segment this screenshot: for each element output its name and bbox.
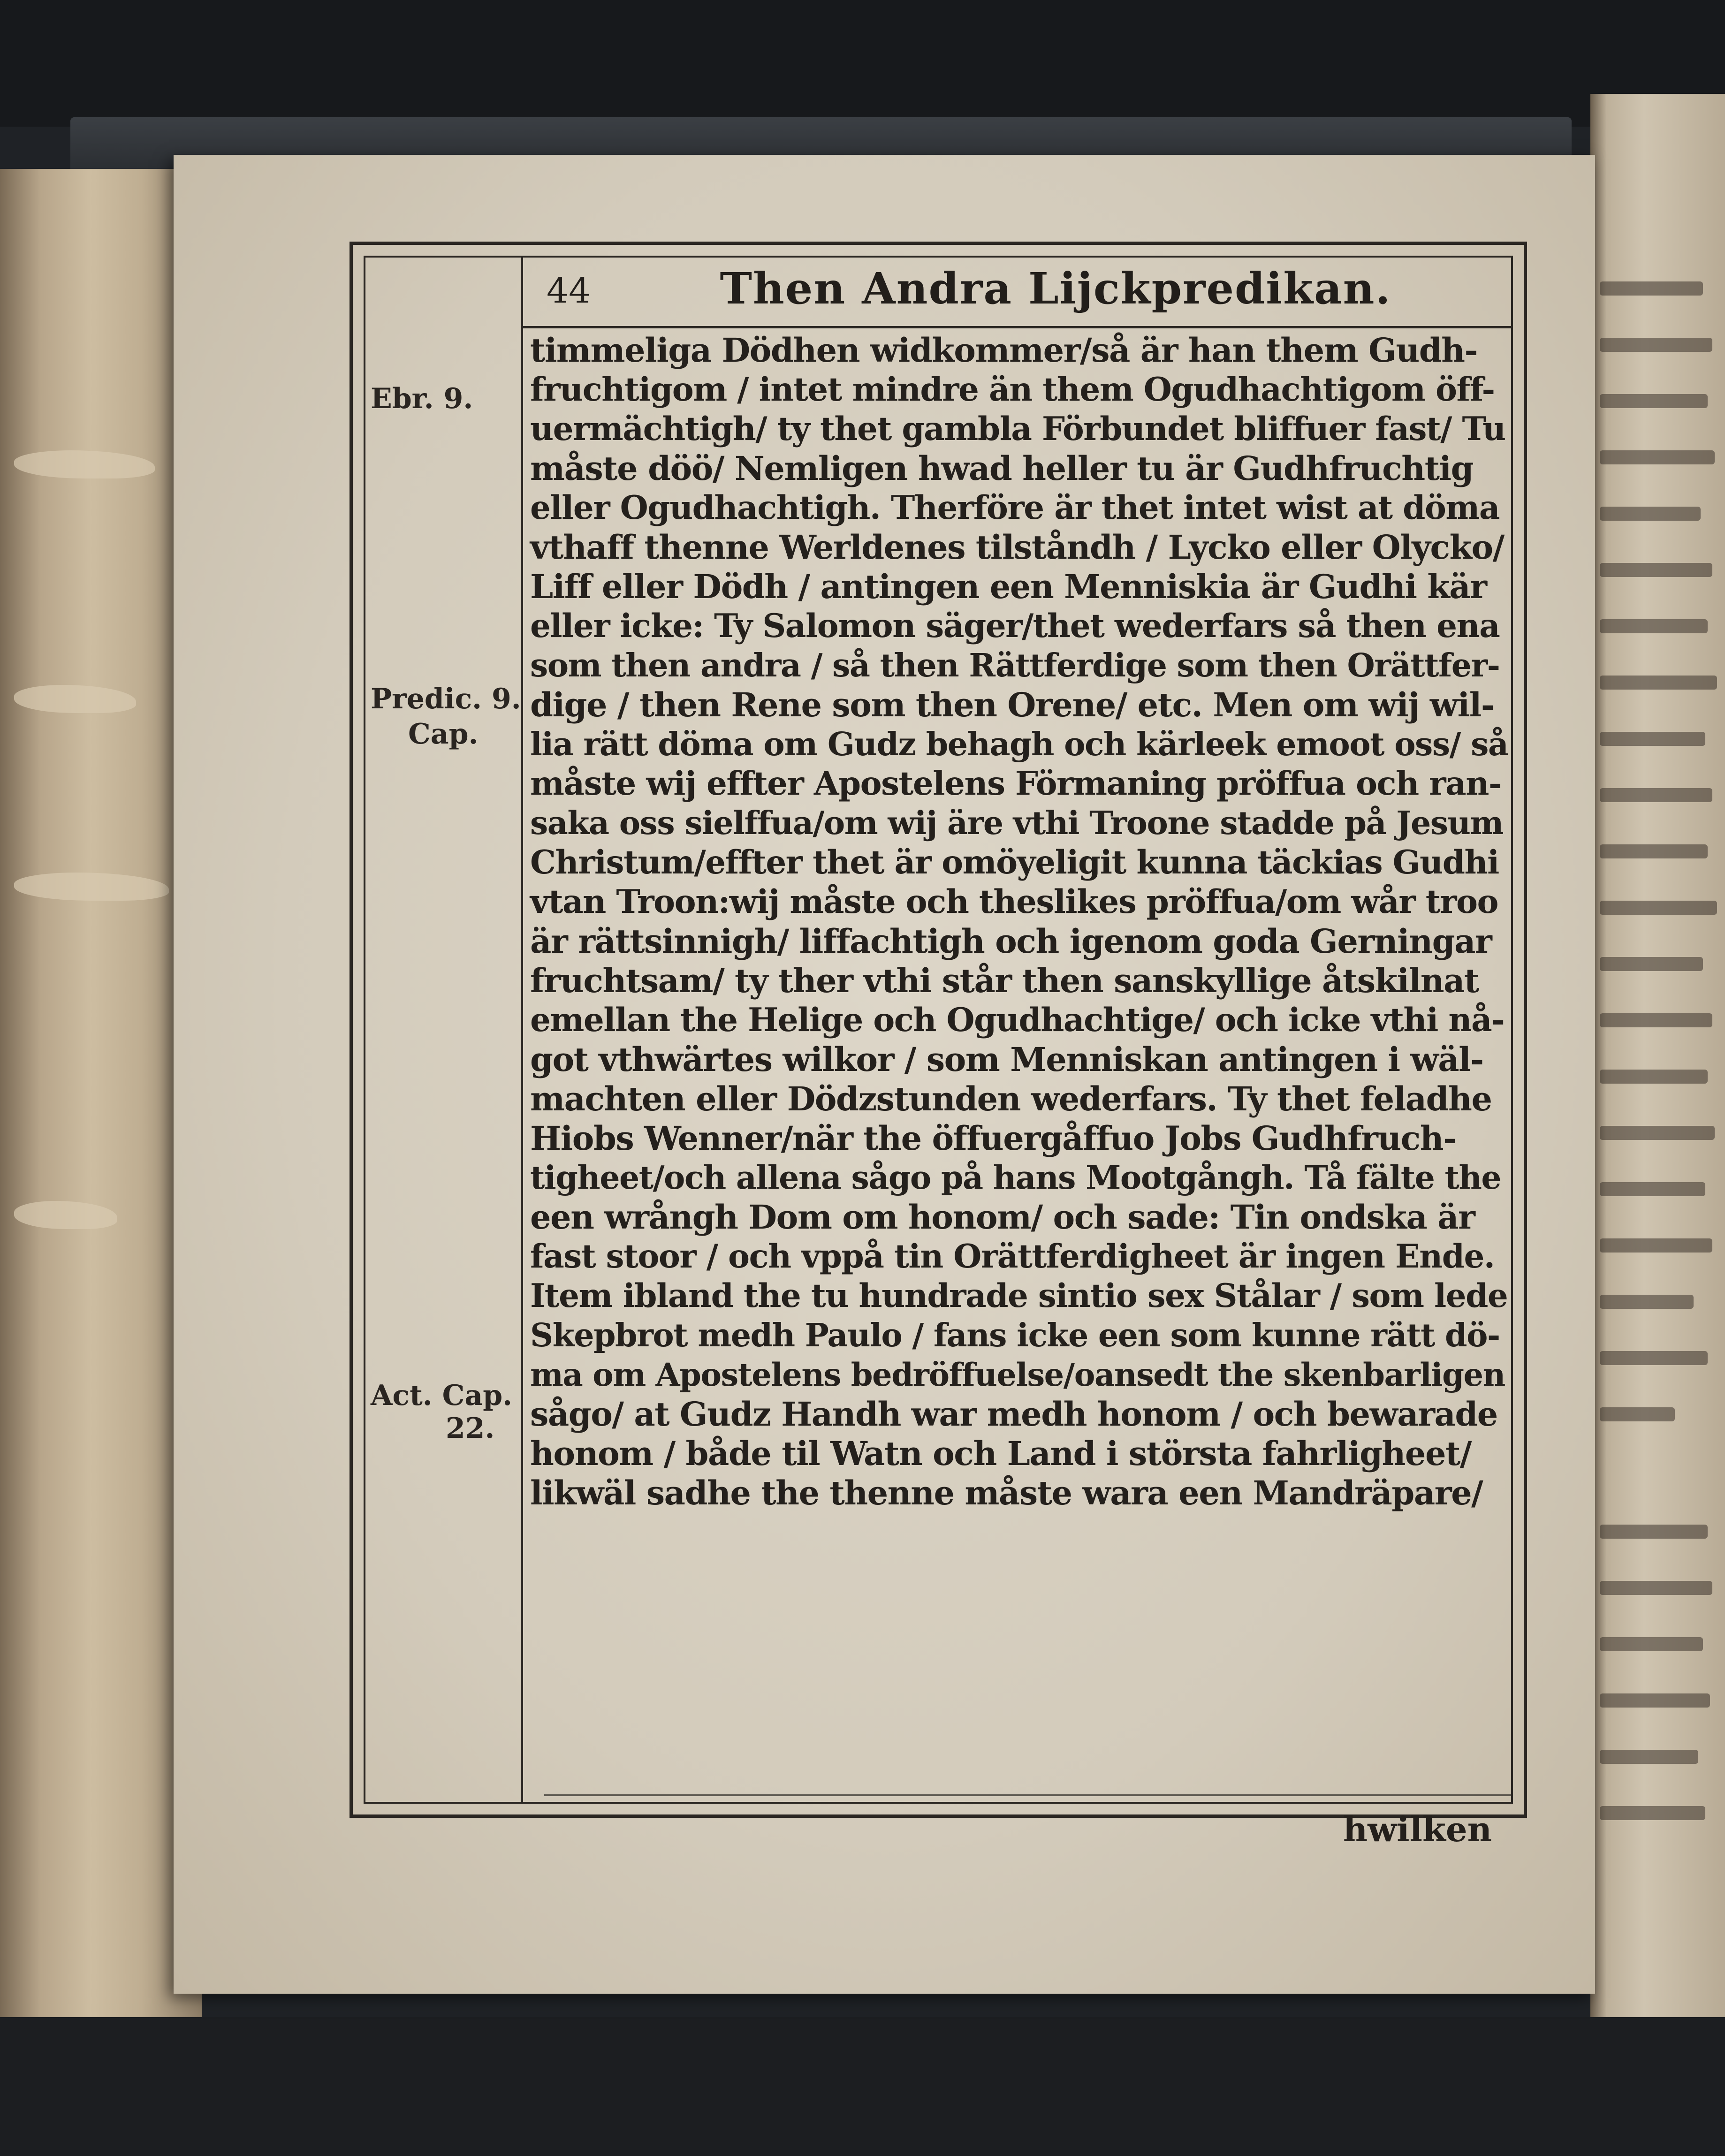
margin-rule [521,256,523,1804]
text-line: är rättsinnigh/ liffachtigh och igenom goda Gerningar [530,922,1492,961]
text-line: got vthwärtes wilkor / som Menniskan antingen i wäl- [530,1040,1483,1079]
margin-note-ebr: Ebr. 9. [371,382,473,415]
background-bottom [0,2017,1725,2156]
text-line: timmeliga Dödhen widkommer/så är han them Gudh- [530,331,1478,370]
text-line: Christum/effter thet är omöyeligit kunna täckias Gudhi [530,843,1499,881]
text-line: fast stoor / och vppå tin Orättferdigheet är ingen Ende. [530,1237,1495,1275]
text-line: machten eller Dödzstunden wederfars. Ty thet feladhe [530,1079,1492,1118]
footer-rule [544,1794,1513,1796]
text-line: likwäl sadhe the thenne måste wara een Mandräpare/ [530,1473,1483,1512]
background-top [0,0,1725,127]
text-line: honom / både til Watn och Land i största fahrligheet/ [530,1434,1471,1473]
text-line: Item ibland the tu hundrade sintio sex Stålar / som lede [530,1277,1508,1315]
left-page-edges [0,169,202,2156]
header-rule [521,326,1513,328]
text-line: uermächtigh/ ty thet gambla Förbundet bliffuer fast/ Tu [530,410,1505,448]
text-line: lia rätt döma om Gudz behagh och kärleek emoot oss/ så [530,726,1508,763]
text-line: dige / then Rene som then Orene/ etc. Men om wij wil- [530,685,1494,724]
text-line: sågo/ at Gudz Handh war medh honom / och bewarade [530,1395,1497,1434]
text-line: måste döö/ Nemligen hwad heller tu är Gudhfruchtig [530,449,1474,488]
running-head: Then Andra Lijckpredikan. [720,263,1391,314]
text-line: fruchtsam/ ty ther vthi står then sanskyllige åtskilnat [530,961,1479,1000]
text-line: eller Ogudhachtigh. Therföre är thet intet wist at döma [530,489,1500,527]
body-text [530,331,1508,1513]
margin-note-act-number: 22. [446,1412,495,1445]
text-line: eller icke: Ty Salomon säger/thet wederfars så then ena [530,607,1500,645]
text-line: vthaff thenne Werldenes tilståndh / Lycko eller Olycko/ [530,528,1504,567]
text-line: saka oss sielffua/om wij äre vthi Troone stadde på Jesum [530,805,1503,842]
text-line: Liff eller Dödh / antingen een Menniskia är Gudhi kär [530,567,1487,606]
text-line: tigheet/och allena sågo på hans Mootgångh. Tå fälte the [530,1159,1501,1197]
text-line: vtan Troon:wij måste och theslikes pröffua/om wår troo [530,883,1498,921]
margin-note-predic-cap: Cap. [408,718,479,751]
text-line: som then andra / så then Rättferdige som then Orättfer- [530,647,1500,684]
page-number: 44 [547,271,591,311]
text-line: een wrångh Dom om honom/ och sade: Tin ondska är [530,1198,1475,1237]
text-line: fruchtigom / intet mindre än them Ogudhachtigom öff- [530,371,1495,409]
margin-note-act: Act. Cap. [371,1379,513,1412]
margin-note-predic: Predic. 9. [371,683,521,715]
text-line: emellan the Helige och Ogudhachtige/ och icke vthi nå- [530,1001,1505,1039]
facing-page-edge [1590,94,1725,2156]
text-line: ma om Apostelens bedröffuelse/oansedt the skenbarligen [530,1356,1505,1393]
text-line: Skepbrot medh Paulo / fans icke een som kunne rätt dö- [530,1317,1500,1354]
text-line: Hiobs Wenner/när the öffuergåffuo Jobs Gudhfruch- [530,1119,1456,1158]
catchword: hwilken [1343,1809,1492,1849]
text-line: måste wij effter Apostelens Förmaning pröffua och ran- [530,765,1502,803]
